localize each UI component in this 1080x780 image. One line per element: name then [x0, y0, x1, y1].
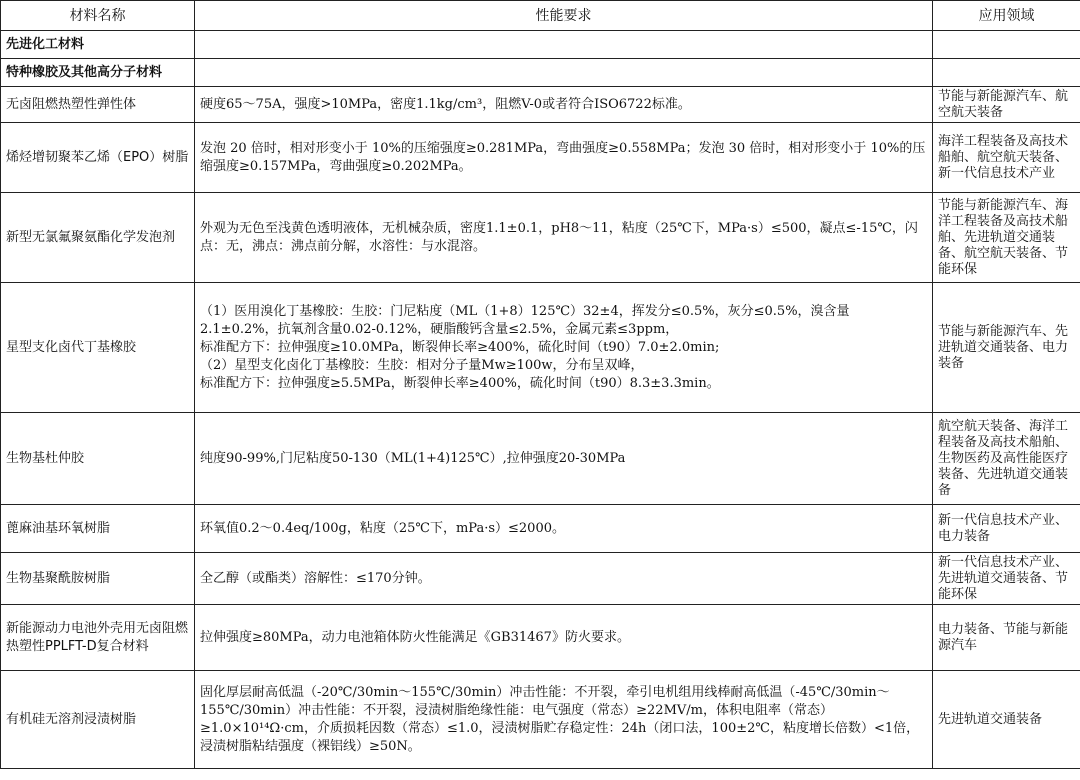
material-name: 生物基聚酰胺树脂 [1, 553, 195, 605]
application-field: 航空航天装备、海洋工程装备及高技术船舶、生物医药及高性能医疗装备、先进轨道交通装备 [933, 413, 1080, 505]
empty-cell [195, 31, 933, 59]
material-name: 星型支化卤代丁基橡胶 [1, 283, 195, 413]
header-application-field: 应用领域 [933, 1, 1080, 31]
section-row [1, 31, 1080, 59]
material-name: 新能源动力电池外壳用无卤阻燃热塑性PPLFT-D复合材料 [1, 605, 195, 671]
header-performance-requirements: 性能要求 [195, 1, 933, 31]
empty-cell [195, 59, 933, 87]
table-row [1, 505, 1080, 553]
performance-requirement: 发泡 20 倍时，相对形变小于 10%的压缩强度≥0.281MPa，弯曲强度≥0.558MPa；发泡 30 倍时，相对形变小于 10%的压缩强度≥0.157MPa，弯曲强度≥0.202MPa。 [195, 123, 933, 193]
performance-requirement: 全乙醇（或酯类）溶解性：≤170分钟。 [195, 553, 933, 605]
section-label: 特种橡胶及其他高分子材料 [1, 59, 195, 87]
table-row [1, 123, 1080, 193]
table-row [1, 87, 1080, 123]
material-name: 烯烃增韧聚苯乙烯（EPO）树脂 [1, 123, 195, 193]
material-name: 有机硅无溶剂浸渍树脂 [1, 671, 195, 769]
section-row [1, 59, 1080, 87]
empty-cell [933, 59, 1080, 87]
performance-requirement: 环氧值0.2～0.4eq/100g，粘度（25℃下，mPa·s）≤2000。 [195, 505, 933, 553]
application-field: 节能与新能源汽车、航空航天装备 [933, 87, 1080, 123]
material-name: 无卤阻燃热塑性弹性体 [1, 87, 195, 123]
section-label: 先进化工材料 [1, 31, 195, 59]
table-row [1, 553, 1080, 605]
header-material-name: 材料名称 [1, 1, 195, 31]
application-field: 节能与新能源汽车、先进轨道交通装备、电力装备 [933, 283, 1080, 413]
application-field: 新一代信息技术产业、电力装备 [933, 505, 1080, 553]
performance-requirement: 固化厚层耐高低温（-20℃/30min～155℃/30min）冲击性能：不开裂，牵引电机组用线棒耐高低温（-45℃/30min～155℃/30min）冲击性能：不开裂，浸渍树脂绝缘性能：电气强度（常态）≥22MV/m，体积电阻率（常态）≥1.0×10¹⁴Ω·cm，介质损耗因数（常态）≤1.0，浸渍树脂贮存稳定性：24h（闭口法，100±2℃，粘度增长倍数）<1倍，浸渍树脂粘结强度（裸铝线）≥50N。 [195, 671, 933, 769]
performance-requirement: 纯度90-99%,门尼粘度50-130（ML(1+4)125℃）,拉伸强度20-30MPa [195, 413, 933, 505]
performance-requirement: 拉伸强度≥80MPa，动力电池箱体防火性能满足《GB31467》防火要求。 [195, 605, 933, 671]
application-field: 电力装备、节能与新能源汽车 [933, 605, 1080, 671]
table-row [1, 193, 1080, 283]
performance-requirement: 外观为无色至浅黄色透明液体，无机械杂质，密度1.1±0.1，pH8～11，粘度（25℃下，MPa·s）≤500，凝点≤-15℃，闪点：无，沸点：沸点前分解，水溶性：与水混溶。 [195, 193, 933, 283]
header-row [1, 1, 1080, 31]
performance-requirement: （1）医用溴化丁基橡胶：生胶：门尼粘度（ML（1+8）125℃）32±4，挥发分≤0.5%，灰分≤0.5%，溴含量2.1±0.2%，抗氧剂含量0.02-0.12%，硬脂酸钙含量≤2.5%，金属元素≤3ppm， 标准配方下：拉伸强度≥10.0MPa，断裂伸长率≥400%，硫化时间（t90）7.0±2.0min; （2）星型支化卤化丁基橡胶：生胶：相对分子量Mw≥100w，分布呈双峰， 标准配方下：拉伸强度≥5.5MPa，断裂伸长率≥400%，硫化时间（t90）8.3±3.3min。 [195, 283, 933, 413]
application-field: 节能与新能源汽车、海洋工程装备及高技术船舶、先进轨道交通装备、航空航天装备、节能环保 [933, 193, 1080, 283]
table-row [1, 605, 1080, 671]
application-field: 新一代信息技术产业、先进轨道交通装备、节能环保 [933, 553, 1080, 605]
table-row [1, 413, 1080, 505]
empty-cell [933, 31, 1080, 59]
table-row [1, 671, 1080, 769]
material-name: 生物基杜仲胶 [1, 413, 195, 505]
performance-requirement: 硬度65～75A，强度>10MPa，密度1.1kg/cm³，阻燃V-0或者符合ISO6722标准。 [195, 87, 933, 123]
table-row [1, 283, 1080, 413]
application-field: 海洋工程装备及高技术船舶、航空航天装备、新一代信息技术产业 [933, 123, 1080, 193]
material-name: 蓖麻油基环氧树脂 [1, 505, 195, 553]
application-field: 先进轨道交通装备 [933, 671, 1080, 769]
material-name: 新型无氯氟聚氨酯化学发泡剂 [1, 193, 195, 283]
